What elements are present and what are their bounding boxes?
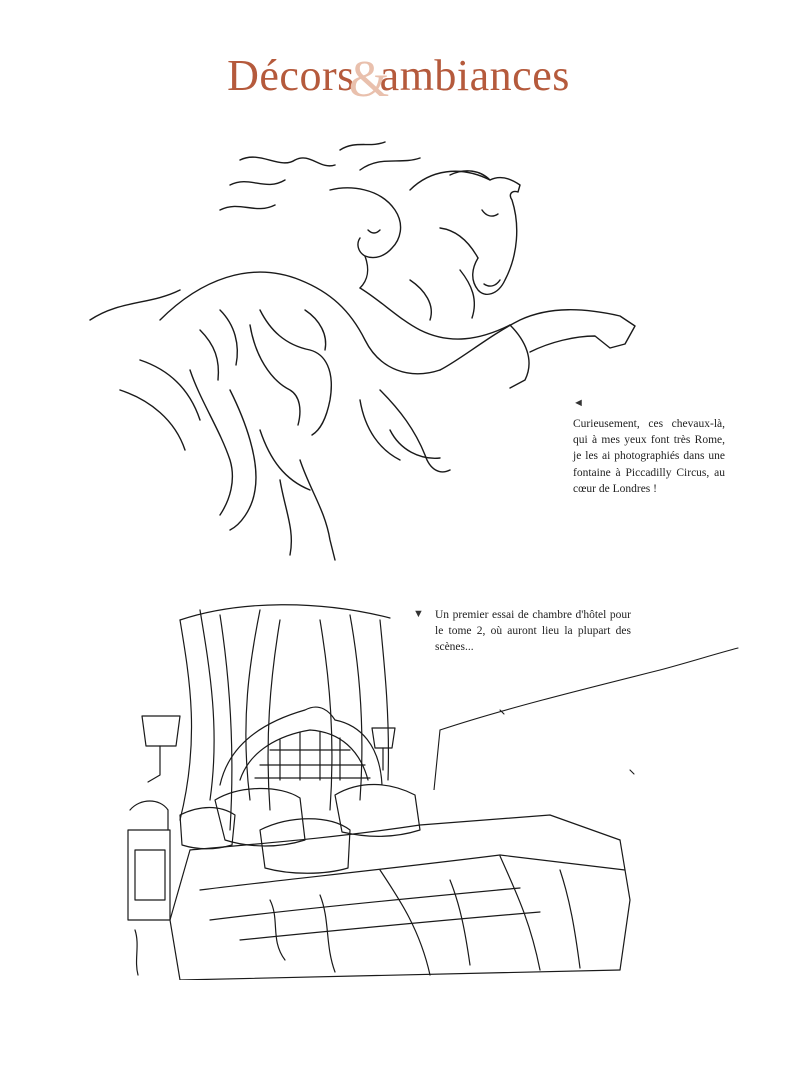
horses-sketch-illustration xyxy=(80,130,640,570)
title-ampersand: & xyxy=(348,51,390,108)
bedroom-caption-text: Un premier essai de chambre d'hôtel pour le tome 2, où auront lieu la plupart des scènes... xyxy=(435,608,631,654)
title-part-2: ambiances xyxy=(379,51,570,100)
caption-marker-left-icon: ◄ xyxy=(573,397,584,409)
caption-marker-down-icon: ▼ xyxy=(413,608,424,620)
horses-caption-text: Curieusement, ces chevaux-là, qui à mes yeux font très Rome, je les ai photographiés dans une fontaine à Piccadilly Circus, au cœur de Londres ! xyxy=(573,417,725,495)
page-title xyxy=(0,48,797,108)
title-part-1: Décors xyxy=(227,51,355,100)
bedroom-sketch-illustration xyxy=(120,600,640,980)
bedroom-caption xyxy=(413,606,631,656)
horses-caption xyxy=(573,396,725,497)
